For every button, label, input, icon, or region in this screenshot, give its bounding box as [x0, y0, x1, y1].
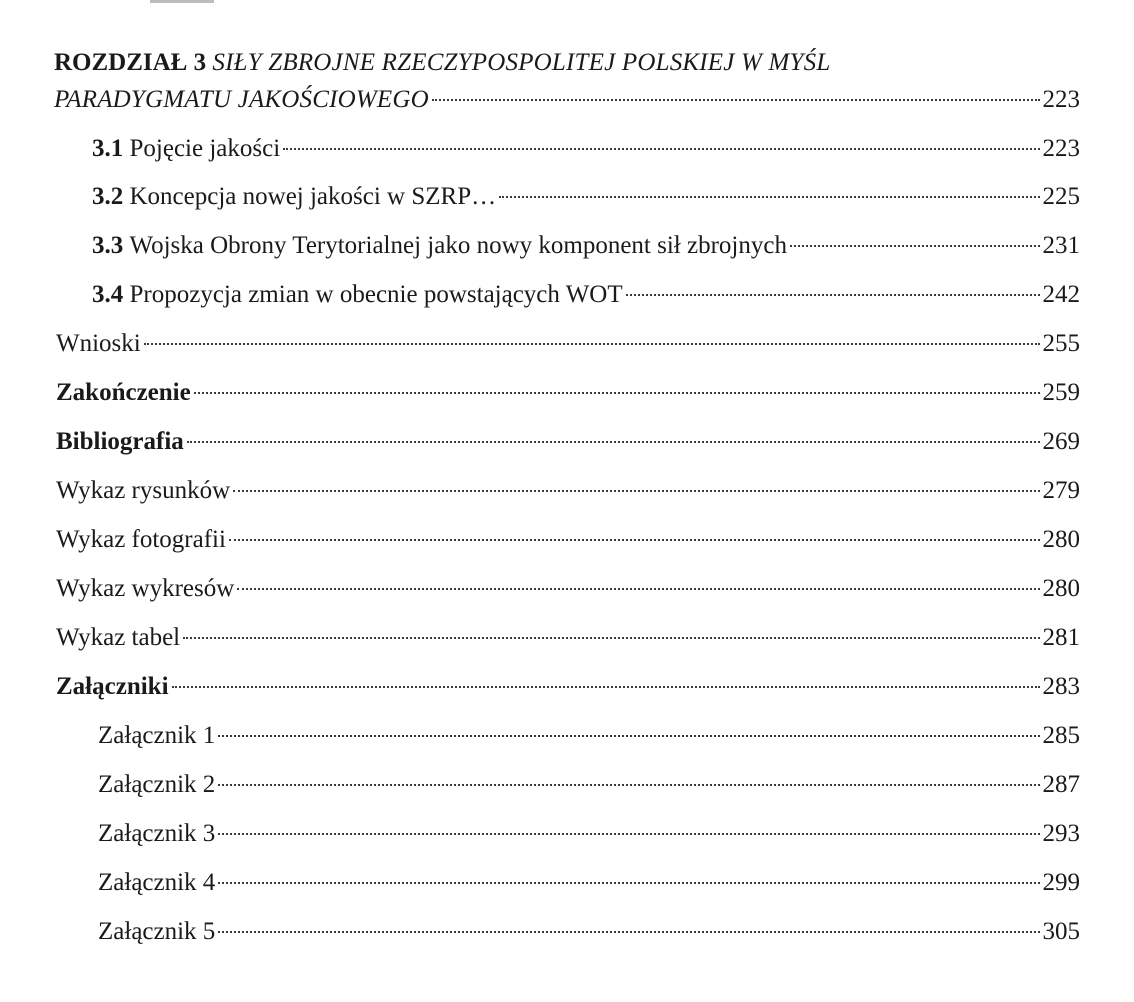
chapter-title: SIŁY ZBROJNE RZECZYPOSPOLITEJ POLSKIEJ W MYŚL: [212, 49, 831, 76]
dot-leader: [626, 294, 1040, 296]
toc-chapter-3: [0, 40, 1134, 118]
page-number: 223: [1042, 86, 1080, 113]
dot-leader: [233, 490, 1039, 492]
toc-entry: [56, 571, 1080, 607]
toc-attachment: [98, 914, 1080, 950]
entry-title: Załączniki: [56, 673, 169, 700]
dot-leader: [183, 637, 1039, 639]
toc-entry: [56, 424, 1080, 460]
toc-entry: [56, 326, 1080, 362]
entry-title: Wykaz wykresów: [56, 575, 235, 602]
page-number: 269: [1042, 428, 1080, 455]
dot-leader: [218, 784, 1039, 786]
page-number: 255: [1042, 330, 1080, 357]
page-number: 305: [1042, 918, 1080, 945]
page-number: 279: [1042, 477, 1080, 504]
entry-title: Wnioski: [56, 330, 141, 357]
attachment-title: Załącznik 5: [98, 918, 216, 945]
dot-leader: [194, 392, 1040, 394]
section-number: 3.4: [92, 281, 124, 308]
dot-leader: [432, 99, 1040, 101]
section-title: Wojska Obrony Terytorialnej jako nowy komponent sił zbrojnych: [129, 232, 787, 259]
page-number: 225: [1042, 183, 1080, 210]
dot-leader: [144, 343, 1040, 345]
toc-section: [92, 277, 1080, 313]
toc-entry: [56, 522, 1080, 558]
page-number: 281: [1042, 624, 1080, 651]
toc-attachment: [98, 816, 1080, 852]
toc-entry: [56, 375, 1080, 411]
entry-title: Wykaz tabel: [56, 624, 181, 651]
dot-leader: [218, 931, 1039, 933]
section-title: Propozycja zmian w obecnie powstających WOT: [129, 281, 623, 308]
dot-leader: [187, 441, 1040, 443]
toc-attachment: [98, 865, 1080, 901]
toc-attachment: [98, 767, 1080, 803]
page-number: 242: [1042, 281, 1080, 308]
page-number: 259: [1042, 379, 1080, 406]
toc-attachment: [98, 718, 1080, 754]
page-number: 223: [1042, 135, 1080, 162]
page-number: 280: [1042, 575, 1080, 602]
attachment-title: Załącznik 4: [98, 869, 216, 896]
section-number: 3.2: [92, 183, 124, 210]
dot-leader: [790, 245, 1040, 247]
chapter-title-continued: PARADYGMATU JAKOŚCIOWEGO: [54, 86, 429, 113]
dot-leader: [499, 196, 1039, 198]
chapter-heading-line2: [54, 81, 1080, 118]
toc-entry: [56, 620, 1080, 656]
table-of-contents: [0, 40, 1134, 945]
entry-title: Wykaz fotografii: [56, 526, 226, 553]
dot-leader: [237, 588, 1039, 590]
section-title: Pojęcie jakości: [129, 135, 281, 162]
toc-section: [92, 228, 1080, 264]
toc-section: [92, 179, 1080, 215]
dot-leader: [172, 686, 1040, 688]
dot-leader: [218, 882, 1039, 884]
dot-leader: [229, 539, 1040, 541]
page-number: 299: [1042, 869, 1080, 896]
entry-title: Bibliografia: [56, 428, 184, 455]
dot-leader: [218, 833, 1039, 835]
attachment-title: Załącznik 3: [98, 820, 216, 847]
attachment-title: Załącznik 1: [98, 722, 216, 749]
dot-leader: [283, 148, 1039, 150]
chapter-number: ROZDZIAŁ 3: [54, 49, 207, 76]
attachment-title: Załącznik 2: [98, 771, 216, 798]
page-number: 293: [1042, 820, 1080, 847]
toc-entry: [56, 669, 1080, 705]
page-number: 285: [1042, 722, 1080, 749]
section-number: 3.3: [92, 232, 124, 259]
toc-section: [92, 131, 1080, 167]
section-title: Koncepcja nowej jakości w SZRP…: [129, 183, 497, 210]
scan-mark: [150, 0, 214, 3]
toc-entry: [56, 473, 1080, 509]
section-number: 3.1: [92, 135, 124, 162]
page-number: 283: [1042, 673, 1080, 700]
page-number: 280: [1042, 526, 1080, 553]
entry-title: Wykaz rysunków: [56, 477, 231, 504]
chapter-heading-line1: [54, 44, 830, 81]
dot-leader: [218, 735, 1039, 737]
page-number: 287: [1042, 771, 1080, 798]
entry-title: Zakończenie: [56, 379, 191, 406]
page-number: 231: [1042, 232, 1080, 259]
